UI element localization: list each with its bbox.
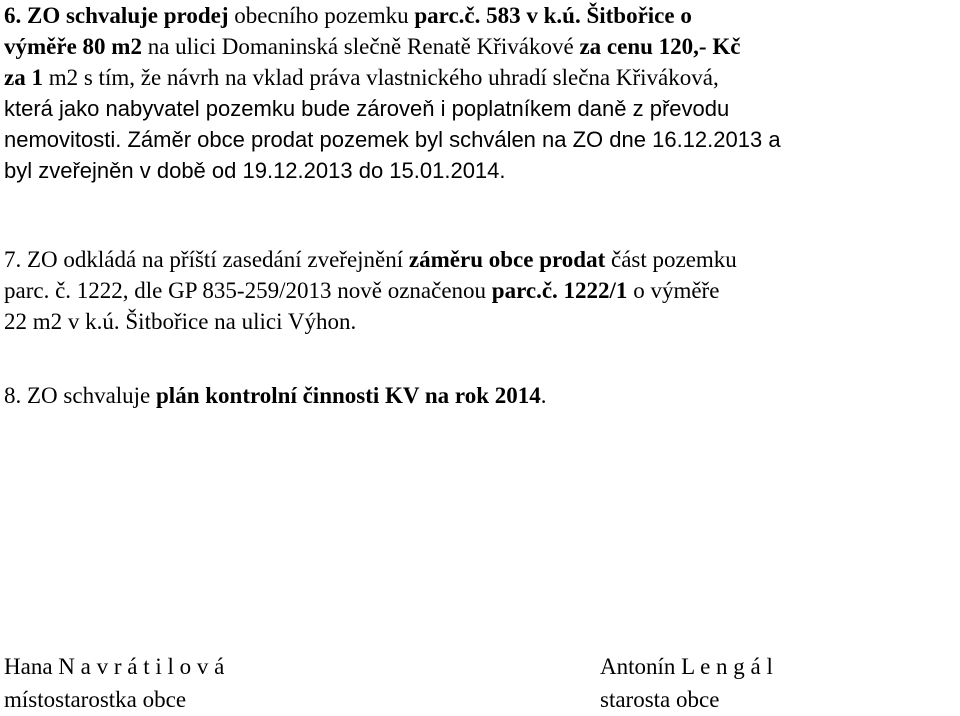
mayor-role: starosta obce	[600, 687, 720, 712]
item8-line-1: 8. ZO schvaluje plán kontrolní činnosti KV na rok 2014.	[4, 383, 547, 408]
item6-line-6: byl zveřejněn v době od 19.12.2013 do 15.01.2014.	[4, 158, 506, 183]
deputy-mayor-role: místostarostka obce	[4, 687, 187, 712]
resolution-item-7	[4, 244, 956, 337]
item6-line-2: výměře 80 m2 na ulici Domaninská slečně Renatě Křivákové za cenu 120,- Kč	[4, 34, 741, 59]
item6-line-3: za 1 m2 s tím, že návrh na vklad práva vlastnického uhradí slečna Křiváková,	[4, 65, 719, 90]
item7-line-3: 22 m2 v k.ú. Šitbořice na ulici Výhon.	[4, 309, 357, 334]
signature-left	[4, 650, 224, 716]
item7-line-1: 7. ZO odkládá na příští zasedání zveřejnění záměru obce prodat část pozemku	[4, 247, 737, 272]
resolution-item-8	[4, 380, 956, 411]
signature-right	[600, 650, 773, 716]
item6-line-5: nemovitosti. Záměr obce prodat pozemek byl schválen na ZO dne 16.12.2013 a	[4, 127, 781, 152]
deputy-mayor-name: Hana N a v r á t i l o v á	[4, 654, 225, 679]
item6-line-1: 6. ZO schvaluje prodej obecního pozemku parc.č. 583 v k.ú. Šitbořice o	[4, 3, 692, 28]
resolution-item-6	[4, 0, 956, 186]
item6-line-4: která jako nabyvatel pozemku bude zároveň i poplatníkem daně z převodu	[4, 96, 730, 121]
item7-line-2: parc. č. 1222, dle GP 835-259/2013 nově označenou parc.č. 1222/1 o výměře	[4, 278, 720, 303]
mayor-name: Antonín L e n g á l	[600, 654, 773, 679]
